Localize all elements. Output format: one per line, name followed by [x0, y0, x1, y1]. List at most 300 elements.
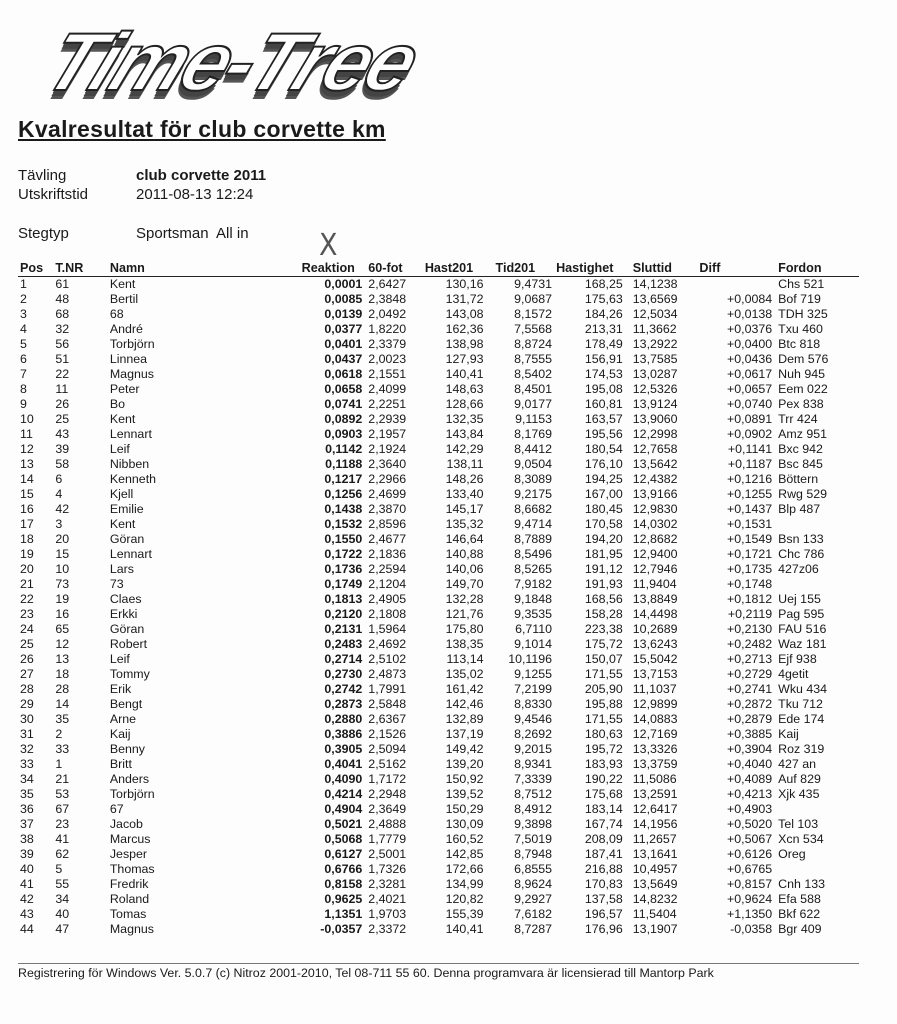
cell-tnr: 1 — [55, 757, 63, 771]
cell-tid201: 8,7889 — [514, 532, 553, 546]
cell-fordon: 427 an — [778, 757, 817, 771]
cell-diff: +0,6126 — [727, 847, 773, 861]
cell-60-fot: 2,2966 — [368, 472, 407, 486]
cell-diff: +0,0740 — [727, 397, 773, 411]
header-diff: Diff — [699, 261, 778, 277]
cell-60-fot: 1,5964 — [368, 622, 407, 636]
cell-hast201: 139,20 — [445, 757, 484, 771]
cell-reaktion: 0,0437 — [324, 352, 363, 366]
cell-pos: 41 — [20, 877, 34, 891]
cell-tid201: 8,4412 — [514, 442, 553, 456]
cell-60-fot: 2,6367 — [368, 712, 407, 726]
cell-hastighet: 183,14 — [584, 802, 623, 816]
table-row — [18, 352, 859, 367]
cell-hastighet: 171,55 — [584, 667, 623, 681]
cell-fordon — [778, 517, 859, 532]
cell-hast201: 128,66 — [445, 397, 484, 411]
cell-60-fot: 1,7326 — [368, 862, 407, 876]
cell-pos: 34 — [20, 772, 34, 786]
cell-fordon: Amz 951 — [778, 427, 828, 441]
cell-pos: 22 — [20, 592, 34, 606]
cell-reaktion: 0,1736 — [324, 562, 363, 576]
meta-value-utskriftstid: 2011-08-13 12:24 — [136, 186, 254, 203]
table-row — [18, 322, 859, 337]
cell-reaktion: 0,2730 — [324, 667, 363, 681]
cell-hastighet: 208,09 — [584, 832, 623, 846]
cell-hastighet: 180,63 — [584, 727, 623, 741]
cell-hastighet: 168,25 — [584, 277, 623, 291]
cell-60-fot: 2,6427 — [368, 277, 407, 291]
cell-sluttid: 12,9899 — [632, 697, 678, 711]
cell-namn: Claes — [109, 592, 142, 606]
cell-sluttid: 11,2657 — [632, 832, 677, 846]
cell-diff: +0,2130 — [727, 622, 773, 636]
cell-diff: +0,3904 — [727, 742, 773, 756]
cell-sluttid: 12,9400 — [632, 547, 678, 561]
cell-namn: Lars — [109, 562, 134, 576]
cell-namn: Nibben — [109, 457, 150, 471]
handwritten-x-mark: X — [319, 228, 338, 263]
cell-diff: +0,2729 — [727, 667, 773, 681]
cell-tnr: 15 — [55, 547, 70, 561]
cell-hast201: 143,84 — [445, 427, 484, 441]
cell-tnr: 4 — [55, 487, 63, 501]
cell-pos: 33 — [20, 757, 34, 771]
cell-sluttid: 11,3662 — [632, 322, 677, 336]
cell-fordon: Chs 521 — [778, 277, 825, 291]
cell-60-fot: 2,3870 — [368, 502, 407, 516]
table-row — [18, 457, 859, 472]
cell-hast201: 140,41 — [445, 367, 484, 381]
cell-pos: 1 — [20, 277, 27, 291]
cell-sluttid: 13,1907 — [632, 922, 678, 936]
cell-reaktion: 0,1550 — [324, 532, 363, 546]
cell-tid201: 8,6682 — [514, 502, 553, 516]
cell-sluttid: 13,7153 — [632, 667, 678, 681]
cell-diff: +0,0376 — [727, 322, 773, 336]
cell-diff: +1,1350 — [727, 907, 773, 921]
cell-tnr: 61 — [55, 277, 70, 291]
cell-namn: 73 — [109, 577, 124, 591]
cell-60-fot: 2,1551 — [368, 367, 407, 381]
cell-reaktion: 0,2120 — [324, 607, 363, 621]
cell-namn: Arne — [109, 712, 137, 726]
cell-tid201: 8,7555 — [514, 352, 553, 366]
cell-tnr: 55 — [55, 877, 70, 891]
cell-pos: 12 — [20, 442, 34, 456]
cell-tid201: 8,7512 — [514, 787, 553, 801]
cell-diff: +0,0891 — [727, 412, 773, 426]
cell-hast201: 132,28 — [445, 592, 484, 606]
cell-reaktion: 0,9625 — [324, 892, 363, 906]
cell-60-fot: 2,3379 — [368, 337, 407, 351]
cell-namn: Bertil — [109, 292, 139, 306]
cell-namn: Lennart — [109, 547, 152, 561]
cell-hastighet: 150,07 — [584, 652, 623, 666]
cell-tid201: 8,7948 — [514, 847, 553, 861]
cell-pos: 9 — [20, 397, 27, 411]
cell-tid201: 8,5265 — [514, 562, 553, 576]
meta-label-tavling: Tävling — [18, 167, 67, 184]
cell-tnr: 25 — [55, 412, 70, 426]
cell-hastighet: 195,56 — [584, 427, 623, 441]
cell-tnr: 6 — [55, 472, 63, 486]
cell-namn: Erik — [109, 682, 132, 696]
cell-pos: 8 — [20, 382, 27, 396]
cell-hast201: 143,08 — [445, 307, 484, 321]
cell-tnr: 40 — [55, 907, 70, 921]
cell-60-fot: 2,4692 — [368, 637, 407, 651]
cell-fordon — [778, 862, 859, 877]
table-row — [18, 307, 859, 322]
cell-sluttid: 13,1641 — [632, 847, 678, 861]
cell-tnr: 18 — [55, 667, 70, 681]
cell-hastighet: 174,53 — [584, 367, 623, 381]
cell-namn: Torbjörn — [109, 787, 155, 801]
cell-diff: +0,8157 — [727, 877, 773, 891]
cell-tnr: 65 — [55, 622, 70, 636]
table-row — [18, 577, 859, 592]
cell-namn: 68 — [109, 307, 124, 321]
cell-tid201: 9,1255 — [514, 667, 553, 681]
cell-hastighet: 137,58 — [584, 892, 623, 906]
cell-hastighet: 168,56 — [584, 592, 623, 606]
cell-fordon: Bsn 133 — [778, 532, 824, 546]
cell-tnr: 5 — [55, 862, 63, 876]
cell-tnr: 47 — [55, 922, 70, 936]
header-hastighet: Hastighet — [556, 261, 633, 277]
table-row — [18, 862, 859, 877]
cell-pos: 14 — [20, 472, 34, 486]
table-row — [18, 757, 859, 772]
cell-tid201: 9,3898 — [514, 817, 553, 831]
cell-fordon: Tku 712 — [778, 697, 823, 711]
cell-60-fot: 2,2939 — [368, 412, 407, 426]
cell-hastighet: 195,88 — [584, 697, 623, 711]
cell-tid201: 7,5019 — [514, 832, 553, 846]
cell-hast201: 160,52 — [445, 832, 484, 846]
cell-sluttid: 10,4957 — [632, 862, 678, 876]
cell-hast201: 120,82 — [445, 892, 484, 906]
cell-tnr: 3 — [55, 517, 63, 531]
cell-sluttid: 14,1956 — [632, 817, 678, 831]
cell-fordon: Oreg — [778, 847, 806, 861]
cell-diff: +0,0084 — [727, 292, 773, 306]
cell-tid201: 8,1572 — [514, 307, 553, 321]
cell-60-fot: 2,1526 — [368, 727, 407, 741]
cell-pos: 40 — [20, 862, 34, 876]
cell-tid201: 8,3089 — [514, 472, 553, 486]
cell-hast201: 150,29 — [445, 802, 484, 816]
cell-namn: Bo — [109, 397, 126, 411]
cell-hastighet: 191,12 — [584, 562, 623, 576]
cell-sluttid: 12,8682 — [632, 532, 678, 546]
cell-diff: +0,0657 — [727, 382, 773, 396]
table-row — [18, 877, 859, 892]
cell-namn: Peter — [109, 382, 140, 396]
cell-tnr: 26 — [55, 397, 70, 411]
cell-hastighet: 170,83 — [584, 877, 623, 891]
cell-hastighet: 170,58 — [584, 517, 623, 531]
cell-tid201: 9,3535 — [514, 607, 553, 621]
cell-fordon: 427z06 — [778, 562, 819, 576]
cell-pos: 23 — [20, 607, 34, 621]
cell-tnr: 10 — [55, 562, 70, 576]
cell-pos: 10 — [20, 412, 34, 426]
cell-hast201: 130,09 — [445, 817, 484, 831]
cell-fordon: Dem 576 — [778, 352, 829, 366]
cell-namn: Roland — [109, 892, 150, 906]
cell-fordon: FAU 516 — [778, 622, 827, 636]
cell-tnr: 35 — [55, 712, 70, 726]
cell-namn: Tommy — [109, 667, 150, 681]
cell-fordon: Btc 818 — [778, 337, 821, 351]
cell-tnr: 39 — [55, 442, 70, 456]
cell-sluttid: 15,5042 — [632, 652, 678, 666]
cell-fordon — [778, 577, 859, 592]
cell-hastighet: 167,00 — [584, 487, 623, 501]
cell-diff: +0,0617 — [727, 367, 773, 381]
cell-hast201: 146,64 — [445, 532, 484, 546]
header-60-fot: 60-fot — [368, 261, 425, 277]
cell-sluttid: 14,1238 — [632, 277, 678, 291]
cell-fordon: Böttern — [778, 472, 819, 486]
table-row — [18, 727, 859, 742]
cell-sluttid: 11,5404 — [632, 907, 677, 921]
cell-reaktion: -0,0357 — [320, 922, 363, 936]
cell-pos: 32 — [20, 742, 34, 756]
cell-reaktion: 0,1217 — [324, 472, 363, 486]
cell-sluttid: 12,4382 — [632, 472, 678, 486]
cell-tid201: 8,4501 — [514, 382, 553, 396]
cell-namn: Linnea — [109, 352, 148, 366]
cell-reaktion: 0,3886 — [324, 727, 363, 741]
cell-hast201: 137,19 — [445, 727, 484, 741]
cell-sluttid: 13,5642 — [632, 457, 678, 471]
cell-sluttid: 13,3759 — [632, 757, 678, 771]
cell-reaktion: 0,6127 — [324, 847, 363, 861]
table-row — [18, 607, 859, 622]
cell-pos: 43 — [20, 907, 34, 921]
cell-hastighet: 195,72 — [584, 742, 623, 756]
cell-hastighet: 163,57 — [584, 412, 623, 426]
cell-diff: +0,1735 — [727, 562, 773, 576]
cell-hast201: 161,42 — [445, 682, 484, 696]
cell-reaktion: 0,1813 — [324, 592, 363, 606]
cell-hast201: 133,40 — [445, 487, 484, 501]
cell-namn: André — [109, 322, 143, 336]
cell-pos: 4 — [20, 322, 27, 336]
cell-reaktion: 0,8158 — [324, 877, 363, 891]
cell-reaktion: 0,2483 — [324, 637, 363, 651]
cell-sluttid: 12,7946 — [632, 562, 678, 576]
cell-reaktion: 0,4214 — [324, 787, 363, 801]
cell-60-fot: 1,7991 — [368, 682, 407, 696]
cell-tnr: 53 — [55, 787, 70, 801]
cell-sluttid: 11,1037 — [632, 682, 677, 696]
cell-fordon: Pag 595 — [778, 607, 825, 621]
cell-pos: 35 — [20, 787, 34, 801]
cell-tid201: 8,1769 — [514, 427, 553, 441]
cell-hast201: 162,36 — [445, 322, 484, 336]
cell-pos: 42 — [20, 892, 34, 906]
cell-namn: Kaij — [109, 727, 131, 741]
cell-pos: 37 — [20, 817, 34, 831]
cell-diff — [699, 277, 778, 293]
table-row — [18, 592, 859, 607]
header-sluttid: Sluttid — [633, 261, 700, 277]
cell-tid201: 8,5402 — [514, 367, 553, 381]
table-row — [18, 472, 859, 487]
cell-hast201: 127,93 — [445, 352, 484, 366]
table-row — [18, 397, 859, 412]
table-row — [18, 787, 859, 802]
report-title: Kvalresultat för club corvette km — [18, 116, 386, 142]
cell-sluttid: 10,2689 — [632, 622, 678, 636]
cell-tnr: 11 — [55, 382, 69, 396]
meta-label-utskriftstid: Utskriftstid — [18, 186, 89, 203]
cell-tnr: 68 — [55, 307, 70, 321]
cell-sluttid: 13,9060 — [632, 412, 678, 426]
cell-tnr: 13 — [55, 652, 70, 666]
cell-hastighet: 176,10 — [584, 457, 623, 471]
cell-hastighet: 213,31 — [584, 322, 623, 336]
cell-pos: 13 — [20, 457, 34, 471]
cell-fordon: Trr 424 — [778, 412, 818, 426]
header-tid201: Tid201 — [496, 261, 557, 277]
cell-namn: Magnus — [109, 922, 154, 936]
cell-hast201: 140,88 — [445, 547, 484, 561]
cell-diff: +0,9624 — [727, 892, 773, 906]
cell-pos: 7 — [20, 367, 27, 381]
cell-pos: 6 — [20, 352, 27, 366]
cell-diff: +0,2872 — [727, 697, 773, 711]
cell-diff: +0,1255 — [727, 487, 773, 501]
cell-60-fot: 2,5001 — [368, 847, 407, 861]
table-row — [18, 832, 859, 847]
cell-tnr: 21 — [55, 772, 70, 786]
cell-reaktion: 0,1749 — [324, 577, 363, 591]
cell-sluttid: 13,6569 — [632, 292, 678, 306]
cell-diff: +0,0902 — [727, 427, 773, 441]
cell-diff: +0,2741 — [727, 682, 773, 696]
cell-diff: +0,2713 — [727, 652, 773, 666]
cell-reaktion: 0,2131 — [324, 622, 363, 636]
cell-hastighet: 156,91 — [584, 352, 623, 366]
cell-sluttid: 13,2591 — [632, 787, 678, 801]
cell-pos: 15 — [20, 487, 34, 501]
cell-reaktion: 0,5068 — [324, 832, 363, 846]
cell-60-fot: 2,3848 — [368, 292, 407, 306]
cell-fordon: TDH 325 — [778, 307, 828, 321]
cell-60-fot: 2,8596 — [368, 517, 407, 531]
cell-tnr: 56 — [55, 337, 70, 351]
table-row — [18, 667, 859, 682]
cell-fordon: Bsc 845 — [778, 457, 823, 471]
cell-60-fot: 2,4905 — [368, 592, 407, 606]
cell-hastighet: 183,93 — [584, 757, 623, 771]
cell-diff: +0,1187 — [727, 457, 773, 471]
table-row — [18, 547, 859, 562]
cell-tnr: 16 — [55, 607, 70, 621]
table-row — [18, 292, 859, 307]
cell-diff: +0,5067 — [727, 832, 773, 846]
cell-diff: +0,4040 — [727, 757, 773, 771]
cell-hastighet: 194,20 — [584, 532, 623, 546]
cell-tid201: 9,1153 — [515, 412, 553, 426]
cell-tnr: 33 — [55, 742, 70, 756]
cell-60-fot: 2,1204 — [368, 577, 407, 591]
table-row — [18, 382, 859, 397]
cell-hastighet: 160,81 — [584, 397, 623, 411]
cell-pos: 38 — [20, 832, 34, 846]
cell-fordon: Wku 434 — [778, 682, 828, 696]
cell-hast201: 138,98 — [445, 337, 484, 351]
table-row — [18, 742, 859, 757]
cell-tid201: 8,9624 — [514, 877, 553, 891]
cell-tnr: 20 — [55, 532, 70, 546]
cell-namn: Kent — [109, 517, 136, 531]
cell-diff: +0,5020 — [727, 817, 773, 831]
cell-hastighet: 181,95 — [584, 547, 623, 561]
cell-hast201: 138,35 — [445, 637, 484, 651]
table-row — [18, 412, 859, 427]
cell-60-fot: 2,0492 — [368, 307, 407, 321]
cell-tnr: 2 — [55, 727, 63, 741]
cell-tid201: 9,4731 — [514, 277, 553, 291]
cell-reaktion: 0,0903 — [324, 427, 363, 441]
cell-hastighet: 178,49 — [584, 337, 623, 351]
cell-reaktion: 0,0658 — [324, 382, 363, 396]
cell-namn: Erkki — [109, 607, 138, 621]
table-row — [18, 682, 859, 697]
cell-tnr: 62 — [55, 847, 70, 861]
cell-hast201: 140,41 — [445, 922, 484, 936]
cell-hast201: 150,92 — [445, 772, 484, 786]
cell-60-fot: 1,7172 — [368, 772, 407, 786]
cell-namn: Benny — [109, 742, 145, 756]
table-row — [18, 712, 859, 727]
cell-sluttid: 12,5034 — [632, 307, 678, 321]
cell-60-fot: 2,5094 — [368, 742, 407, 756]
cell-hast201: 134,99 — [445, 877, 484, 891]
cell-fordon: Tel 103 — [778, 817, 819, 831]
cell-hast201: 142,46 — [445, 697, 484, 711]
cell-reaktion: 0,2880 — [324, 712, 363, 726]
cell-tnr: 12 — [55, 637, 70, 651]
header-tnr: T.NR — [55, 261, 110, 277]
cell-60-fot: 2,5848 — [368, 697, 407, 711]
cell-pos: 26 — [20, 652, 34, 666]
header-hast201: Hast201 — [425, 261, 496, 277]
cell-fordon: Xjk 435 — [778, 787, 820, 801]
cell-diff: +0,1216 — [727, 472, 773, 486]
cell-tnr: 23 — [55, 817, 70, 831]
cell-fordon: Bgr 409 — [778, 922, 822, 936]
cell-fordon: Rwg 529 — [778, 487, 828, 501]
cell-reaktion: 1,1351 — [324, 907, 363, 921]
cell-hastighet: 184,26 — [584, 307, 623, 321]
cell-tid201: 8,5496 — [514, 547, 553, 561]
meta-value-stegtyp: Sportsman All in — [136, 225, 249, 242]
cell-hast201: 149,42 — [445, 742, 484, 756]
cell-sluttid: 13,9166 — [632, 487, 678, 501]
cell-fordon: Ejf 938 — [778, 652, 817, 666]
cell-reaktion: 0,0618 — [324, 367, 363, 381]
cell-pos: 16 — [20, 502, 34, 516]
cell-60-fot: 2,4699 — [368, 487, 407, 501]
cell-fordon: Chc 786 — [778, 547, 825, 561]
